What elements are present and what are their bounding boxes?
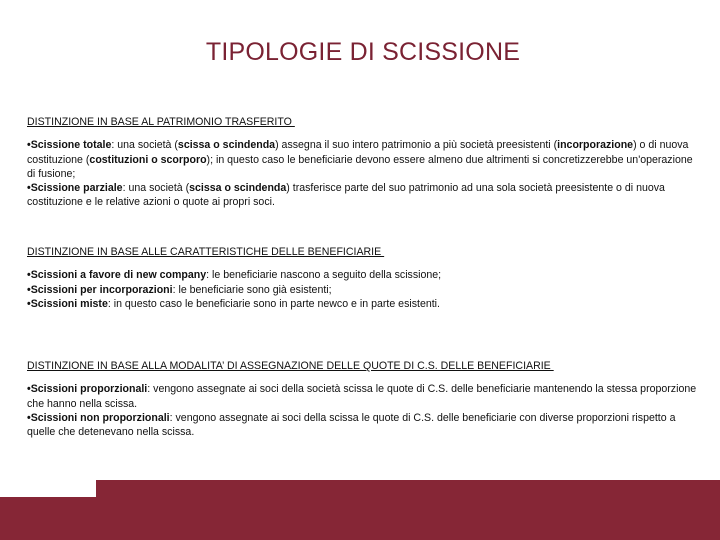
page-title: TIPOLOGIE DI SCISSIONE <box>205 38 521 66</box>
list-item: •Scissioni miste: in questo caso le beneficiarie sono in parte newco e in parte esistenti. <box>27 297 440 310</box>
section-heading: DISTINZIONE IN BASE AL PATRIMONIO TRASFERITO <box>27 116 295 128</box>
list-item: •Scissioni per incorporazioni: le beneficiarie sono già esistenti; <box>27 283 332 296</box>
section-modalita <box>27 359 697 439</box>
list-item: •Scissioni non proporzionali: vengono assegnate ai soci della scissa le quote di C.S. delle beneficiarie con diverse proporzioni rispetto a quelle che detenevano nella scissa. <box>27 411 676 439</box>
list-item: •Scissione parziale: una società (scissa o scindenda) trasferisce parte del suo patrimonio ad una sola società preesistente o di nuova costituzione e le relative azioni o quote ai propri soci. <box>27 182 665 209</box>
section-beneficiarie <box>27 245 697 311</box>
section-patrimonio <box>27 115 697 210</box>
footer-band-left <box>0 497 96 540</box>
footer-band <box>96 480 720 540</box>
section-heading: DISTINZIONE IN BASE ALLA MODALITA’ DI ASSEGNAZIONE DELLE QUOTE DI C.S. DELLE BENEFICIARIE <box>27 360 554 372</box>
section-heading: DISTINZIONE IN BASE ALLE CARATTERISTICHE DELLE BENEFICIARIE <box>27 246 385 258</box>
list-item: •Scissioni proporzionali: vengono assegnate ai soci della società scissa le quote di C.S. delle beneficiarie mantenendo la stessa proporzione che hanno nella scissa. <box>27 383 697 410</box>
list-item: •Scissioni a favore di new company: le beneficiarie nascono a seguito della scissione; <box>27 269 442 282</box>
list-item: •Scissione totale: una società (scissa o scindenda) assegna il suo intero patrimonio a più società preesistenti (incorporazione) o di nuova costituzione (costituzioni o scorporo); in questo caso le beneficiarie devono essere almeno due altrimenti si concretizzerebbe un'operazione di fusione; <box>27 139 693 180</box>
